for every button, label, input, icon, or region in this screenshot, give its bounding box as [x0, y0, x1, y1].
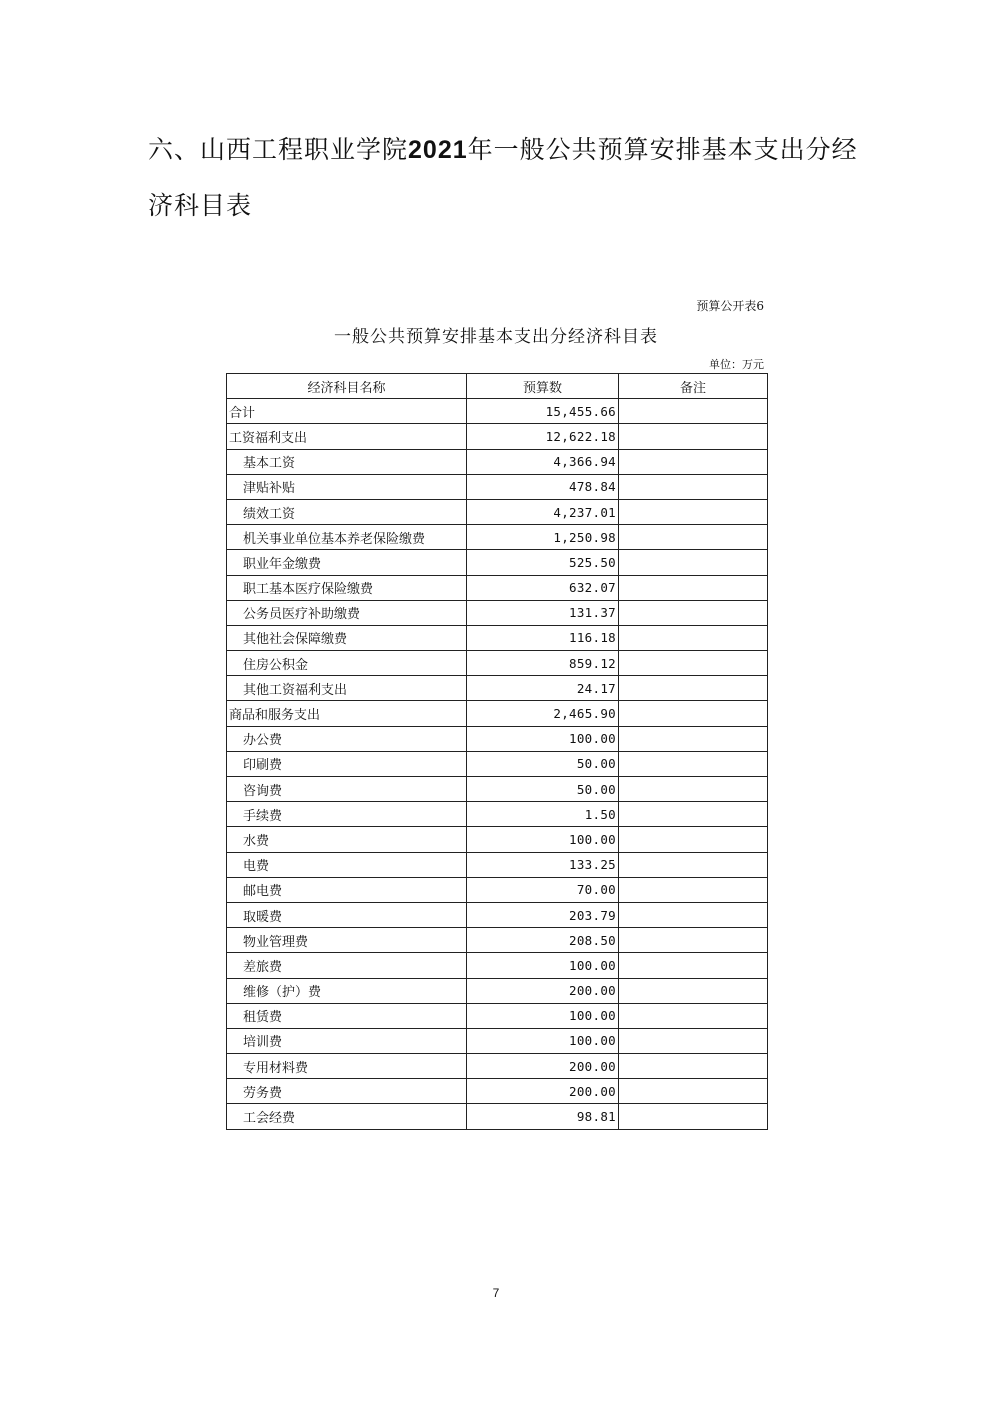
row-item-name: 津贴补贴 [227, 474, 467, 499]
row-note [619, 550, 768, 575]
row-item-name: 印刷费 [227, 751, 467, 776]
row-amount: 525.50 [467, 550, 619, 575]
table-row [227, 726, 768, 751]
table-row [227, 1028, 768, 1053]
row-note [619, 928, 768, 953]
row-amount: 4,366.94 [467, 449, 619, 474]
row-amount: 203.79 [467, 902, 619, 927]
row-amount: 200.00 [467, 978, 619, 1003]
row-amount: 478.84 [467, 474, 619, 499]
row-note [619, 676, 768, 701]
row-amount: 4,237.01 [467, 499, 619, 524]
row-item-name: 其他工资福利支出 [227, 676, 467, 701]
table-row [227, 953, 768, 978]
row-note [619, 726, 768, 751]
heading-prefix: 六、山西工程职业学院 [148, 135, 409, 164]
row-amount: 100.00 [467, 726, 619, 751]
row-note [619, 877, 768, 902]
table-body [227, 399, 768, 1129]
row-item-name: 绩效工资 [227, 499, 467, 524]
table-row [227, 701, 768, 726]
row-item-name: 公务员医疗补助缴费 [227, 600, 467, 625]
table-row [227, 625, 768, 650]
table-row [227, 852, 768, 877]
table-row [227, 1003, 768, 1028]
row-note [619, 424, 768, 449]
heading-suffix: 年一般公共预算安排基本支出分经济科目表 [148, 135, 858, 220]
row-amount: 100.00 [467, 1028, 619, 1053]
row-item-name: 劳务费 [227, 1079, 467, 1104]
row-note [619, 449, 768, 474]
table-row [227, 474, 768, 499]
row-amount: 70.00 [467, 877, 619, 902]
row-note [619, 701, 768, 726]
row-amount: 100.00 [467, 827, 619, 852]
row-item-name: 职工基本医疗保险缴费 [227, 575, 467, 600]
row-amount: 208.50 [467, 928, 619, 953]
row-item-name: 住房公积金 [227, 651, 467, 676]
row-note [619, 499, 768, 524]
row-item-name: 邮电费 [227, 877, 467, 902]
table-row [227, 902, 768, 927]
column-header-name: 经济科目名称 [227, 374, 467, 399]
row-note [619, 1054, 768, 1079]
row-item-name: 基本工资 [227, 449, 467, 474]
row-item-name: 职业年金缴费 [227, 550, 467, 575]
row-note [619, 399, 768, 424]
row-note [619, 1079, 768, 1104]
table-row [227, 802, 768, 827]
table-row [227, 651, 768, 676]
row-item-name: 差旅费 [227, 953, 467, 978]
row-amount: 50.00 [467, 751, 619, 776]
table-row [227, 928, 768, 953]
row-amount: 632.07 [467, 575, 619, 600]
row-amount: 50.00 [467, 777, 619, 802]
row-amount: 1,250.98 [467, 525, 619, 550]
row-note [619, 751, 768, 776]
row-amount: 2,465.90 [467, 701, 619, 726]
table-row [227, 499, 768, 524]
table-row [227, 600, 768, 625]
table-row [227, 550, 768, 575]
table-row [227, 525, 768, 550]
heading-year: 2021 [408, 136, 468, 164]
row-note [619, 625, 768, 650]
row-note [619, 902, 768, 927]
page-number: 7 [492, 1286, 500, 1300]
table-row [227, 676, 768, 701]
row-item-name: 工会经费 [227, 1104, 467, 1129]
table-row [227, 978, 768, 1003]
row-item-name: 专用材料费 [227, 1054, 467, 1079]
row-note [619, 474, 768, 499]
page-heading [148, 122, 868, 234]
budget-table [226, 373, 768, 1130]
row-note [619, 777, 768, 802]
row-item-name: 其他社会保障缴费 [227, 625, 467, 650]
row-item-name: 商品和服务支出 [227, 701, 467, 726]
table-header-row [227, 374, 768, 399]
table-row [227, 1054, 768, 1079]
row-item-name: 咨询费 [227, 777, 467, 802]
row-item-name: 物业管理费 [227, 928, 467, 953]
row-amount: 859.12 [467, 651, 619, 676]
row-amount: 15,455.66 [467, 399, 619, 424]
table-row [227, 449, 768, 474]
row-item-name: 办公费 [227, 726, 467, 751]
row-note [619, 525, 768, 550]
row-amount: 98.81 [467, 1104, 619, 1129]
row-item-name: 租赁费 [227, 1003, 467, 1028]
row-item-name: 水费 [227, 827, 467, 852]
table-title: 一般公共预算安排基本支出分经济科目表 [334, 327, 658, 347]
row-amount: 131.37 [467, 600, 619, 625]
row-amount: 133.25 [467, 852, 619, 877]
table-row [227, 399, 768, 424]
column-header-amount: 预算数 [467, 374, 619, 399]
table-row [227, 777, 768, 802]
form-number: 预算公开表6 [696, 299, 764, 313]
table-row [227, 1079, 768, 1104]
row-amount: 100.00 [467, 953, 619, 978]
row-note [619, 802, 768, 827]
row-note [619, 651, 768, 676]
table-row [227, 1104, 768, 1129]
row-note [619, 575, 768, 600]
row-amount: 24.17 [467, 676, 619, 701]
row-amount: 200.00 [467, 1054, 619, 1079]
row-item-name: 电费 [227, 852, 467, 877]
row-item-name: 维修（护）费 [227, 978, 467, 1003]
table-row [227, 424, 768, 449]
table-row [227, 827, 768, 852]
table-row [227, 877, 768, 902]
row-note [619, 827, 768, 852]
row-note [619, 1104, 768, 1129]
row-amount: 1.50 [467, 802, 619, 827]
row-note [619, 1003, 768, 1028]
row-amount: 116.18 [467, 625, 619, 650]
row-item-name: 机关事业单位基本养老保险缴费 [227, 525, 467, 550]
row-item-name: 培训费 [227, 1028, 467, 1053]
row-note [619, 953, 768, 978]
column-header-note: 备注 [619, 374, 768, 399]
row-amount: 12,622.18 [467, 424, 619, 449]
row-item-name: 手续费 [227, 802, 467, 827]
row-item-name: 工资福利支出 [227, 424, 467, 449]
row-amount: 100.00 [467, 1003, 619, 1028]
row-item-name: 取暖费 [227, 902, 467, 927]
row-note [619, 978, 768, 1003]
row-note [619, 852, 768, 877]
row-note [619, 1028, 768, 1053]
row-amount: 200.00 [467, 1079, 619, 1104]
table-row [227, 575, 768, 600]
row-note [619, 600, 768, 625]
unit-label: 单位：万元 [709, 358, 764, 371]
row-item-name: 合计 [227, 399, 467, 424]
table-row [227, 751, 768, 776]
